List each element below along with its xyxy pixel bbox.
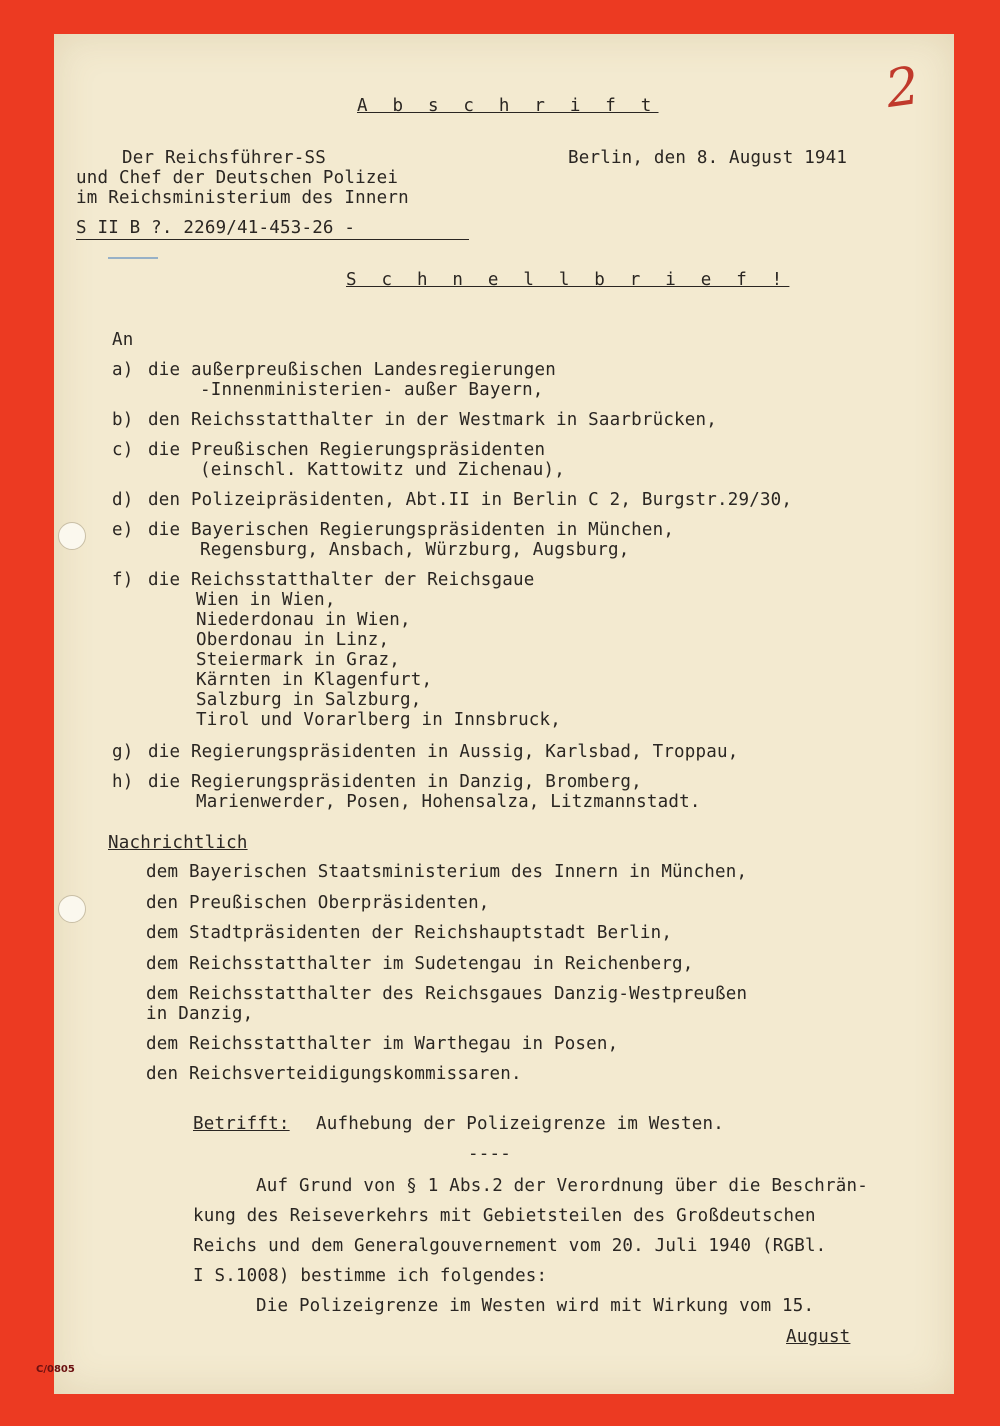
addressee-key: g) bbox=[112, 742, 134, 762]
body-line: kung des Reiseverkehrs mit Gebietsteilen des Großdeutschen bbox=[193, 1206, 816, 1226]
addressee-line: die Preußischen Regierungspräsidenten bbox=[148, 440, 546, 460]
reference-underline bbox=[76, 239, 469, 240]
addressee-line: die außerpreußischen Landesregierungen bbox=[148, 360, 556, 380]
notification-line: dem Reichsstatthalter im Warthegau in Posen, bbox=[146, 1034, 619, 1054]
body-line: Reichs und dem Generalgouvernement vom 20. Juli 1940 (RGBl. bbox=[193, 1236, 827, 1256]
addressee-line: Niederdonau in Wien, bbox=[196, 610, 411, 630]
sender-line: im Reichsministerium des Innern bbox=[76, 188, 409, 208]
notification-line: dem Reichsstatthalter im Sudetengau in Reichenberg, bbox=[146, 954, 694, 974]
addressee-line: Salzburg in Salzburg, bbox=[196, 690, 422, 710]
addressee-key: d) bbox=[112, 490, 134, 510]
archive-stamp: C/0805 bbox=[36, 1364, 75, 1375]
sender-line: Der Reichsführer-SS bbox=[122, 148, 326, 168]
addressee-line: die Bayerischen Regierungspräsidenten in München, bbox=[148, 520, 675, 540]
pen-mark bbox=[108, 257, 158, 259]
catchword: August bbox=[786, 1327, 851, 1347]
addressee-line: Regensburg, Ansbach, Würzburg, Augsburg, bbox=[200, 540, 630, 560]
body-line: Auf Grund von § 1 Abs.2 der Verordnung über die Beschrän- bbox=[256, 1176, 868, 1196]
addressee-key: f) bbox=[112, 570, 134, 590]
addressee-line: Tirol und Vorarlberg in Innsbruck, bbox=[196, 710, 562, 730]
letter-type: S c h n e l l b r i e f ! bbox=[346, 270, 790, 290]
notification-line: dem Reichsstatthalter des Reichsgaues Danzig-Westpreußen bbox=[146, 984, 748, 1004]
addressee-line: Marienwerder, Posen, Hohensalza, Litzmannstadt. bbox=[196, 792, 701, 812]
reference-number: S II B ?. 2269/41-453-26 - bbox=[76, 218, 356, 238]
notification-line: in Danzig, bbox=[146, 1004, 254, 1024]
addressee-key: c) bbox=[112, 440, 134, 460]
addressee-line: Oberdonau in Linz, bbox=[196, 630, 390, 650]
addressee-key: e) bbox=[112, 520, 134, 540]
addressee-line: Wien in Wien, bbox=[196, 590, 336, 610]
notification-line: dem Bayerischen Staatsministerium des Innern in München, bbox=[146, 862, 748, 882]
addressee-line: Steiermark in Graz, bbox=[196, 650, 400, 670]
addressee-line: Kärnten in Klagenfurt, bbox=[196, 670, 433, 690]
subject-label: Betrifft: bbox=[193, 1114, 290, 1134]
addressee-line: die Regierungspräsidenten in Aussig, Karlsbad, Troppau, bbox=[148, 742, 739, 762]
addressee-key: b) bbox=[112, 410, 134, 430]
addressee-line: den Polizeipräsidenten, Abt.II in Berlin C 2, Burgstr.29/30, bbox=[148, 490, 793, 510]
addressee-line: die Regierungspräsidenten in Danzig, Bromberg, bbox=[148, 772, 642, 792]
notification-line: dem Stadtpräsidenten der Reichshauptstadt Berlin, bbox=[146, 923, 673, 943]
addressee-line: -Innenministerien- außer Bayern, bbox=[200, 380, 544, 400]
addressee-line: (einschl. Kattowitz und Zichenau), bbox=[200, 460, 566, 480]
document-title: A b s c h r i f t bbox=[357, 96, 659, 116]
notification-line: den Reichsverteidigungskommissaren. bbox=[146, 1064, 522, 1084]
body-line: Die Polizeigrenze im Westen wird mit Wirkung vom 15. bbox=[256, 1296, 815, 1316]
subject-text: Aufhebung der Polizeigrenze im Westen. bbox=[316, 1114, 724, 1134]
body-line: I S.1008) bestimme ich folgendes: bbox=[193, 1266, 548, 1286]
sender-line: und Chef der Deutschen Polizei bbox=[76, 168, 399, 188]
notification-heading: Nachrichtlich bbox=[108, 833, 248, 853]
place-date: Berlin, den 8. August 1941 bbox=[568, 148, 848, 168]
page-number: 2 bbox=[881, 55, 924, 121]
notification-line: den Preußischen Oberpräsidenten, bbox=[146, 893, 490, 913]
addressee-key: a) bbox=[112, 360, 134, 380]
addressee-line: die Reichsstatthalter der Reichsgaue bbox=[148, 570, 535, 590]
addressee-line: den Reichsstatthalter in der Westmark in Saarbrücken, bbox=[148, 410, 718, 430]
subject-separator: ---- bbox=[468, 1144, 511, 1164]
addressee-key: h) bbox=[112, 772, 134, 792]
punch-hole bbox=[58, 895, 86, 923]
punch-hole bbox=[58, 522, 86, 550]
addressee-intro: An bbox=[112, 330, 134, 350]
